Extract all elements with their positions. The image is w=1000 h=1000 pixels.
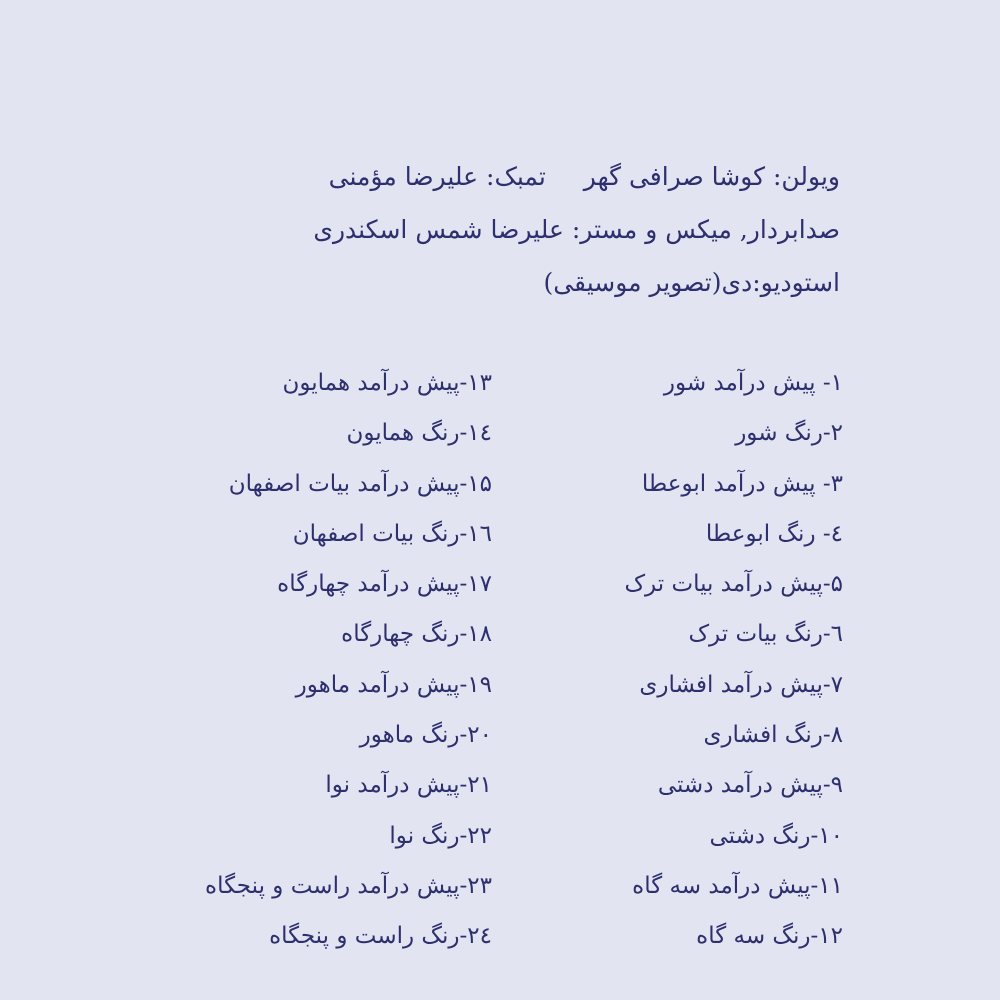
track-item: ۱٦-رنگ بیات اصفهان [292,520,492,547]
track-item: ۱۱-پیش درآمد سه گاه [632,872,843,899]
track-item: ۹-پیش درآمد دشتی [657,772,843,799]
track-item: ۱۹-پیش درآمد ماهور [295,671,492,698]
track-item: ۲۰-رنگ ماهور [359,722,492,749]
track-item: ۱٤-رنگ همایون [346,420,492,447]
track-item: ۱- پیش درآمد شور [663,370,843,396]
track-item: ۲-رنگ شور [735,420,843,447]
credit-studio: استودیو:دی(تصویر موسیقی) [543,268,840,297]
track-item: ۵-پیش درآمد بیات ترک [624,571,843,598]
credit-line-musicians [313,150,840,203]
credit-tombak: تمبک: علیرضا مؤمنی [328,162,546,191]
track-item: ۷-پیش درآمد افشاری [639,671,843,698]
track-item: ۱۷-پیش درآمد چهارگاه [277,571,492,598]
track-item: ۳- پیش درآمد ابوعطا [641,470,843,497]
credit-sound-engineer: صدابردار, میکس و مستر: علیرضا شمس اسکندری [313,215,840,244]
track-item: ۱۲-رنگ سه گاه [696,923,843,950]
track-item: ۱۵-پیش درآمد بیات اصفهان [228,470,492,497]
track-item: ٦-رنگ بیات ترک [688,621,843,648]
track-item: ۲۱-پیش درآمد نوا [325,772,492,799]
credit-violin: ویولن: کوشا صرافی گهر [583,162,840,191]
track-item: ۸-رنگ افشاری [703,722,843,749]
credits-block [313,150,840,309]
track-item: ۲۲-رنگ نوا [389,822,492,849]
track-item: ۲٤-رنگ راست و پنجگاه [269,923,492,950]
tracklist-column-left [205,358,492,962]
track-item: ٤- رنگ ابوعطا [705,520,843,547]
track-item: ۱۸-رنگ چهارگاه [341,621,492,648]
track-item: ۱۳-پیش درآمد همایون [282,370,492,396]
tracklist-column-right [624,358,843,962]
track-item: ۱۰-رنگ دشتی [709,822,843,849]
track-item: ۲۳-پیش درآمد راست و پنجگاه [205,872,492,899]
